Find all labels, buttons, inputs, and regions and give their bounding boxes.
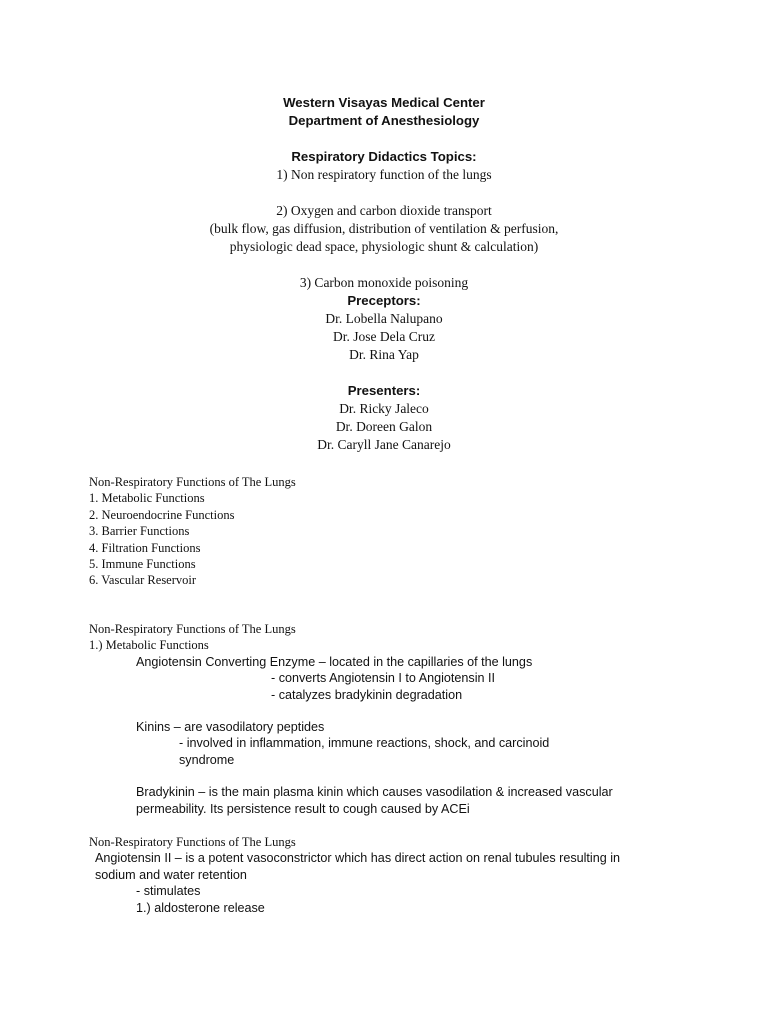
presenter-name: Dr. Caryll Jane Canarejo [317,437,451,452]
presenter-name: Dr. Doreen Galon [335,419,433,434]
kinins-point: - involved in inflammation, immune reactions, shock, and carcinoid [179,736,550,751]
section-title: Non-Respiratory Functions of The Lungs [89,622,296,636]
list-item: 1. Metabolic Functions [89,491,205,506]
list-title: Non-Respiratory Functions of The Lungs [89,475,296,489]
spacer [0,364,768,382]
ace-point: - converts Angiotensin I to Angiotensin II [271,671,496,686]
topic-2: 2) Oxygen and carbon dioxide transport [276,203,492,218]
kinins-point: syndrome [179,752,235,767]
preceptor-name: Dr. Rina Yap [349,347,419,362]
topic-2-detail: (bulk flow, gas diffusion, distribution of ventilation & perfusion, [209,221,559,236]
institution-name: Western Visayas Medical Center [283,95,485,110]
list-item: 3. Barrier Functions [89,524,190,539]
angiotensin-definition: Angiotensin II – is a potent vasoconstrictor which has direct action on renal tubules resulting in [95,851,621,866]
spacer [0,256,768,274]
topic-3: 3) Carbon monoxide poisoning [299,275,469,290]
section-subtitle: 1.) Metabolic Functions [89,638,209,653]
preceptor-name: Dr. Lobella Nalupano [325,311,443,326]
spacer [89,703,613,719]
preceptors-heading: Preceptors: [347,293,421,308]
topics-heading: Respiratory Didactics Topics: [291,149,477,164]
ace-point: - catalyzes bradykinin degradation [271,687,463,702]
stimulates-point: 1.) aldosterone release [136,900,265,915]
bradykinin-definition: permeability. Its persistence result to cough caused by ACEi [136,801,470,816]
presenters-heading: Presenters: [347,383,421,398]
angiotensin-section [89,834,620,916]
functions-list [89,474,296,589]
list-item: 5. Immune Functions [89,557,196,572]
metabolic-section [89,621,613,817]
bradykinin-definition: Bradykinin – is the main plasma kinin which causes vasodilation & increased vascular [136,785,613,800]
spacer [0,184,768,202]
list-item: 6. Vascular Reservoir [89,573,197,588]
title-block [0,94,768,454]
topic-1: 1) Non respiratory function of the lungs [276,167,492,182]
list-item: 2. Neuroendocrine Functions [89,507,235,522]
presenter-name: Dr. Ricky Jaleco [339,401,429,416]
spacer [0,130,768,148]
department-name: Department of Anesthesiology [288,113,480,128]
spacer [89,768,613,784]
preceptor-name: Dr. Jose Dela Cruz [333,329,435,344]
stimulates-label: - stimulates [136,884,201,899]
ace-definition: Angiotensin Converting Enzyme – located in the capillaries of the lungs [136,654,533,669]
topic-2-detail: physiologic dead space, physiologic shunt & calculation) [229,239,539,254]
list-item: 4. Filtration Functions [89,540,201,555]
kinins-definition: Kinins – are vasodilatory peptides [136,720,325,735]
section-title: Non-Respiratory Functions of The Lungs [89,835,296,849]
angiotensin-definition: sodium and water retention [95,867,247,882]
